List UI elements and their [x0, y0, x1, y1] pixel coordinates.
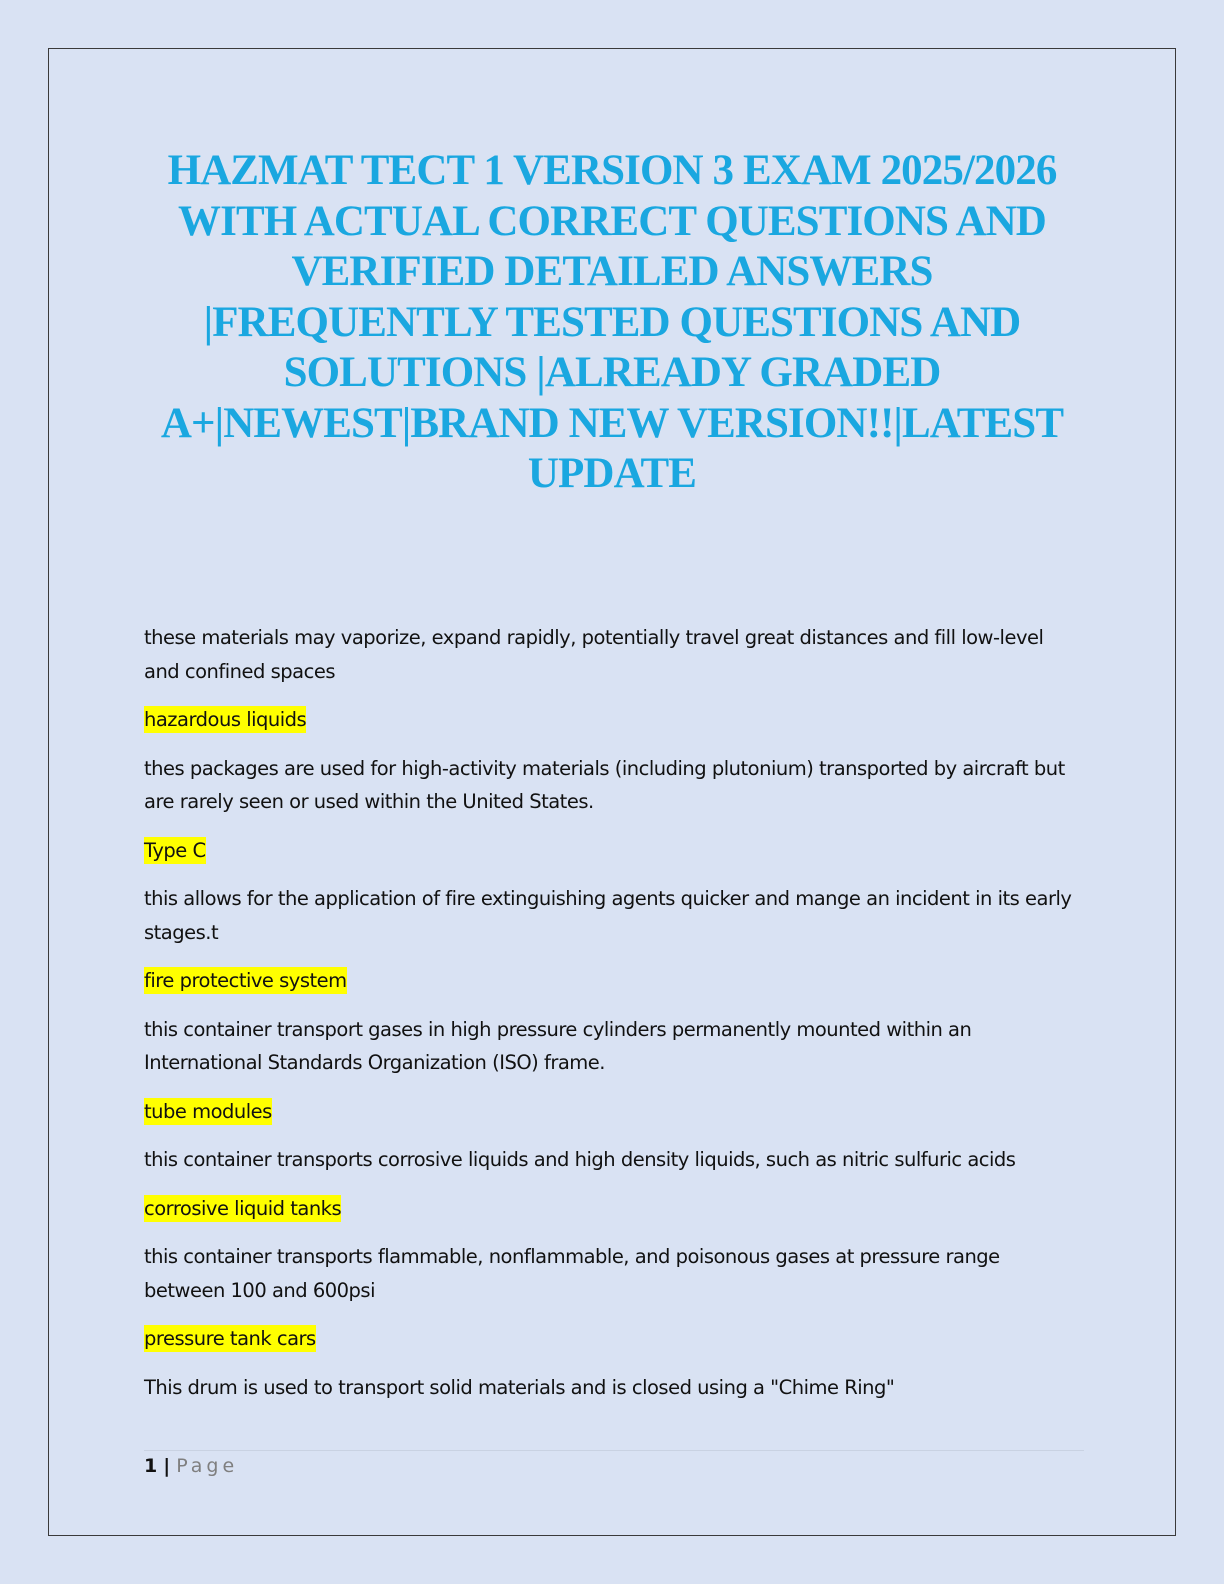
title-line: UPDATE	[527, 450, 697, 497]
question-text: thes packages are used for high-activity materials (including plutonium) transported by aircraft but are rarely seen or used within the United States.	[144, 756, 1065, 813]
answer-highlight: fire protective system	[144, 969, 347, 992]
question-text: this container transports flammable, nonflammable, and poisonous gases at pressure range between 100 and 600psi	[144, 1245, 1000, 1302]
answer-line	[144, 703, 1084, 737]
answer-highlight: hazardous liquids	[144, 708, 307, 731]
footer-separator: |	[163, 1455, 171, 1477]
answer-line	[144, 1095, 1084, 1129]
answer-line	[144, 1192, 1084, 1226]
qa-list	[144, 621, 1084, 1419]
answer-line	[144, 964, 1084, 998]
page-footer	[144, 1455, 238, 1477]
question-text: This drum is used to transport solid materials and is closed using a "Chime Ring"	[144, 1375, 895, 1399]
page-number: 1	[144, 1455, 158, 1477]
answer-line	[144, 1322, 1084, 1356]
answer-highlight: tube modules	[144, 1099, 272, 1123]
page-label: Page	[176, 1455, 239, 1477]
answer-highlight: pressure tank cars	[144, 1327, 316, 1350]
question-text: this container transports corrosive liquids and high density liquids, such as nitric sulfuric acids	[144, 1148, 1016, 1171]
title-line: VERIFIED DETAILED ANSWERS	[291, 248, 933, 295]
title-line: A+|NEWEST|BRAND NEW VERSION!!|LATEST	[160, 399, 1064, 447]
question-text: these materials may vaporize, expand rapidly, potentially travel great distances and fill low-level and confined spaces	[144, 626, 1044, 683]
answer-line	[144, 834, 1084, 868]
document-title	[140, 146, 1084, 500]
title-line: HAZMAT TECT 1 VERSION 3 EXAM 2025/2026	[167, 147, 1057, 194]
answer-highlight: Type C	[144, 838, 206, 862]
title-line: WITH ACTUAL CORRECT QUESTIONS AND	[178, 197, 1046, 245]
question-text: this allows for the application of fire extinguishing agents quicker and mange an incident in its early stages.t	[144, 887, 1072, 944]
title-line: |FREQUENTLY TESTED QUESTIONS AND	[203, 298, 1021, 346]
footer-divider	[144, 1450, 1084, 1451]
answer-highlight: corrosive liquid tanks	[144, 1196, 342, 1220]
title-line: SOLUTIONS |ALREADY GRADED	[283, 349, 941, 396]
question-text: this container transport gases in high pressure cylinders permanently mounted within an International Standards Organization (ISO) frame.	[144, 1017, 972, 1074]
